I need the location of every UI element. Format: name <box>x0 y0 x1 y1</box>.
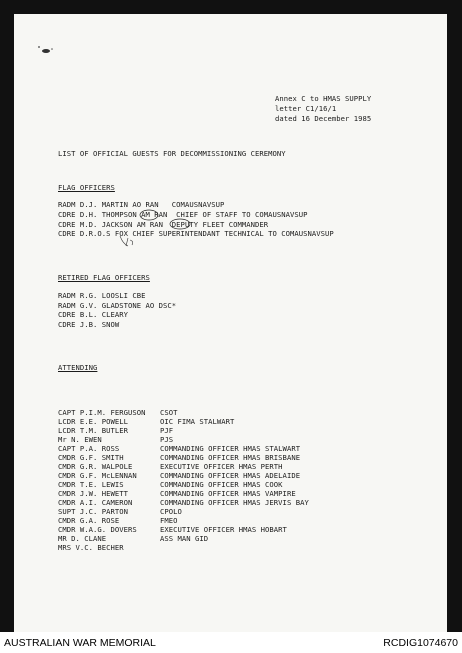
attendee-role: COMMANDING OFFICER HMAS JERVIS BAY <box>160 498 309 507</box>
attendee-role: EXECUTIVE OFFICER HMAS HOBART <box>160 525 287 534</box>
staple-mark <box>34 42 56 56</box>
attendee-role: CPOLO <box>160 507 182 516</box>
attendee-role: ASS MAN GID <box>160 534 209 543</box>
section-heading-flag-officers: FLAG OFFICERS <box>58 183 115 192</box>
attendee-name: CMDR G.A. ROSE <box>58 516 120 525</box>
attendee-name: Mr N. EWEN <box>58 435 102 444</box>
attendee-role: COMMANDING OFFICER HMAS BRISBANE <box>160 453 301 462</box>
flag-officer-row: CDRE M.D. JACKSON AM RAN DEPUTY FLEET COMMANDER <box>58 220 269 229</box>
archive-footer <box>0 635 462 653</box>
retired-officer-row: CDRE J.B. SNOW <box>58 320 120 329</box>
header-annex: Annex C to HMAS SUPPLY <box>275 94 372 103</box>
header-letter: letter C1/16/1 <box>275 104 337 113</box>
section-heading-retired-flag-officers: RETIRED FLAG OFFICERS <box>58 273 150 282</box>
attendee-name: CMDR T.E. LEWIS <box>58 480 124 489</box>
retired-officer-row: RADM R.G. LOOSLI CBE <box>58 291 146 300</box>
attendee-name: CMDR J.W. HEWETT <box>58 489 129 498</box>
attendee-name: CAPT P.I.M. FERGUSON <box>58 408 146 417</box>
attendee-role: OIC FIMA STALWART <box>160 417 235 426</box>
attendee-name: CMDR W.A.G. DOVERS <box>58 525 137 534</box>
attendee-role: PJF <box>160 426 174 435</box>
attendee-name: LCDR E.E. POWELL <box>58 417 129 426</box>
attendee-role: COMMANDING OFFICER HMAS VAMPIRE <box>160 489 296 498</box>
attendee-role: COMMANDING OFFICER HMAS COOK <box>160 480 283 489</box>
attendee-name: CMDR G.F. SMITH <box>58 453 124 462</box>
attendee-name: MRS V.C. BECHER <box>58 543 124 552</box>
archive-id: RCDIG1074670 <box>383 637 458 649</box>
attendee-role: PJS <box>160 435 174 444</box>
attendee-name: CAPT P.A. ROSS <box>58 444 120 453</box>
handwritten-circle-mark <box>100 206 220 256</box>
attendee-name: CMDR G.F. McLENNAN <box>58 471 137 480</box>
retired-officer-row: CDRE B.L. CLEARY <box>58 310 129 319</box>
attendee-name: CMDR G.R. WALPOLE <box>58 462 133 471</box>
attendee-name: LCDR T.M. BUTLER <box>58 426 129 435</box>
section-heading-attending: ATTENDING <box>58 363 98 372</box>
archive-name: AUSTRALIAN WAR MEMORIAL <box>4 637 156 649</box>
flag-officer-row: CDRE D.H. THOMPSON AM RAN CHIEF OF STAFF TO COMAUSNAVSUP <box>58 210 308 219</box>
attendee-role: FMEO <box>160 516 178 525</box>
attendee-name: MR D. CLANE <box>58 534 107 543</box>
flag-officer-row: CDRE D.R.O.S FOX CHIEF SUPERINTENDANT TECHNICAL TO COMAUSNAVSUP <box>58 229 334 238</box>
header-date: dated 16 December 1985 <box>275 114 372 123</box>
attendee-role: EXECUTIVE OFFICER HMAS PERTH <box>160 462 283 471</box>
attendee-name: SUPT J.C. PARTON <box>58 507 129 516</box>
attendee-name: CMDR A.I. CAMERON <box>58 498 133 507</box>
retired-officer-row: RADM G.V. GLADSTONE AO DSC* <box>58 301 177 310</box>
attendee-role: CSOT <box>160 408 178 417</box>
document-title: LIST OF OFFICIAL GUESTS FOR DECOMMISSIONING CEREMONY <box>58 149 286 158</box>
flag-officer-row: RADM D.J. MARTIN AO RAN COMAUSNAVSUP <box>58 200 225 209</box>
attendee-role: COMMANDING OFFICER HMAS STALWART <box>160 444 301 453</box>
attendee-role: COMMANDING OFFICER HMAS ADELAIDE <box>160 471 301 480</box>
